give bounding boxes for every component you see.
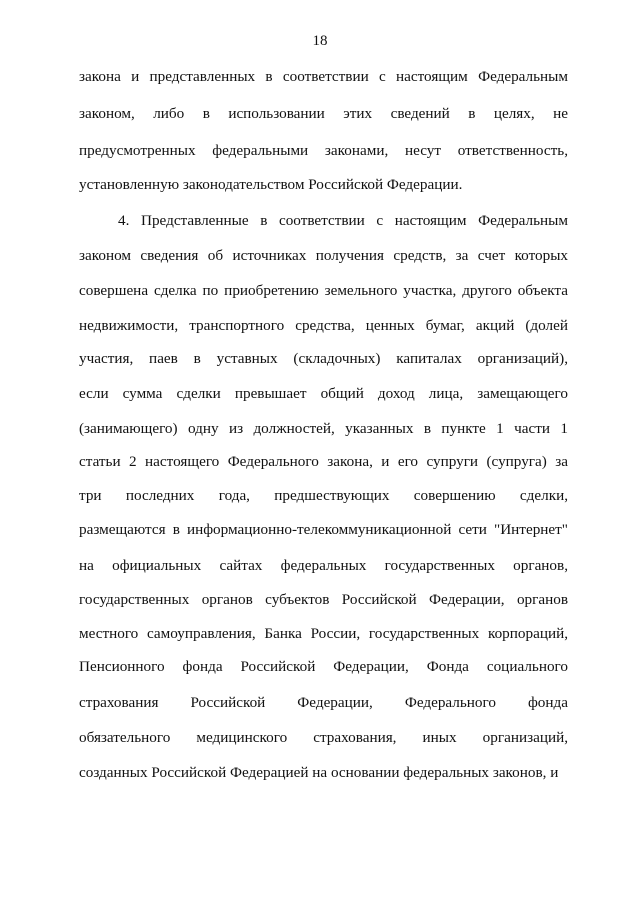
text-line: на официальных сайтах федеральных государственных органов, — [79, 557, 568, 574]
text-line: статьи 2 настоящего Федерального закона, и его супруги (супруга) за — [79, 453, 568, 470]
text-line: установленную законодательством Российской Федерации. — [79, 176, 463, 193]
text-line: три последних года, предшествующих совершению сделки, — [79, 487, 568, 504]
text-line: государственных органов субъектов Российской Федерации, органов — [79, 591, 568, 608]
text-line: совершена сделка по приобретению земельного участка, другого объекта — [79, 282, 568, 299]
text-line: Пенсионного фонда Российской Федерации, Фонда социального — [79, 658, 568, 675]
text-line: законом, либо в использовании этих сведений в целях, не — [79, 105, 568, 122]
text-line: законом сведения об источниках получения средств, за счет которых — [79, 247, 568, 264]
text-line: обязательного медицинского страхования, иных организаций, — [79, 729, 568, 746]
paragraph-start-line: 4. Представленные в соответствии с настоящим Федеральным — [118, 212, 568, 229]
text-line: предусмотренных федеральными законами, несут ответственность, — [79, 142, 568, 159]
text-line: (занимающего) одну из должностей, указанных в пункте 1 части 1 — [79, 420, 568, 437]
text-line: закона и представленных в соответствии с настоящим Федеральным — [79, 68, 568, 85]
text-line: местного самоуправления, Банка России, государственных корпораций, — [79, 625, 568, 642]
text-line: недвижимости, транспортного средства, ценных бумаг, акций (долей — [79, 317, 568, 334]
text-line: участия, паев в уставных (складочных) капиталах организаций), — [79, 350, 568, 367]
text-line: если сумма сделки превышает общий доход лица, замещающего — [79, 385, 568, 402]
text-line: размещаются в информационно-телекоммуникационной сети "Интернет" — [79, 521, 568, 538]
text-line: страхования Российской Федерации, Федерального фонда — [79, 694, 568, 711]
text-line: созданных Российской Федерацией на основании федеральных законов, и — [79, 764, 559, 781]
page-number: 18 — [312, 33, 328, 49]
